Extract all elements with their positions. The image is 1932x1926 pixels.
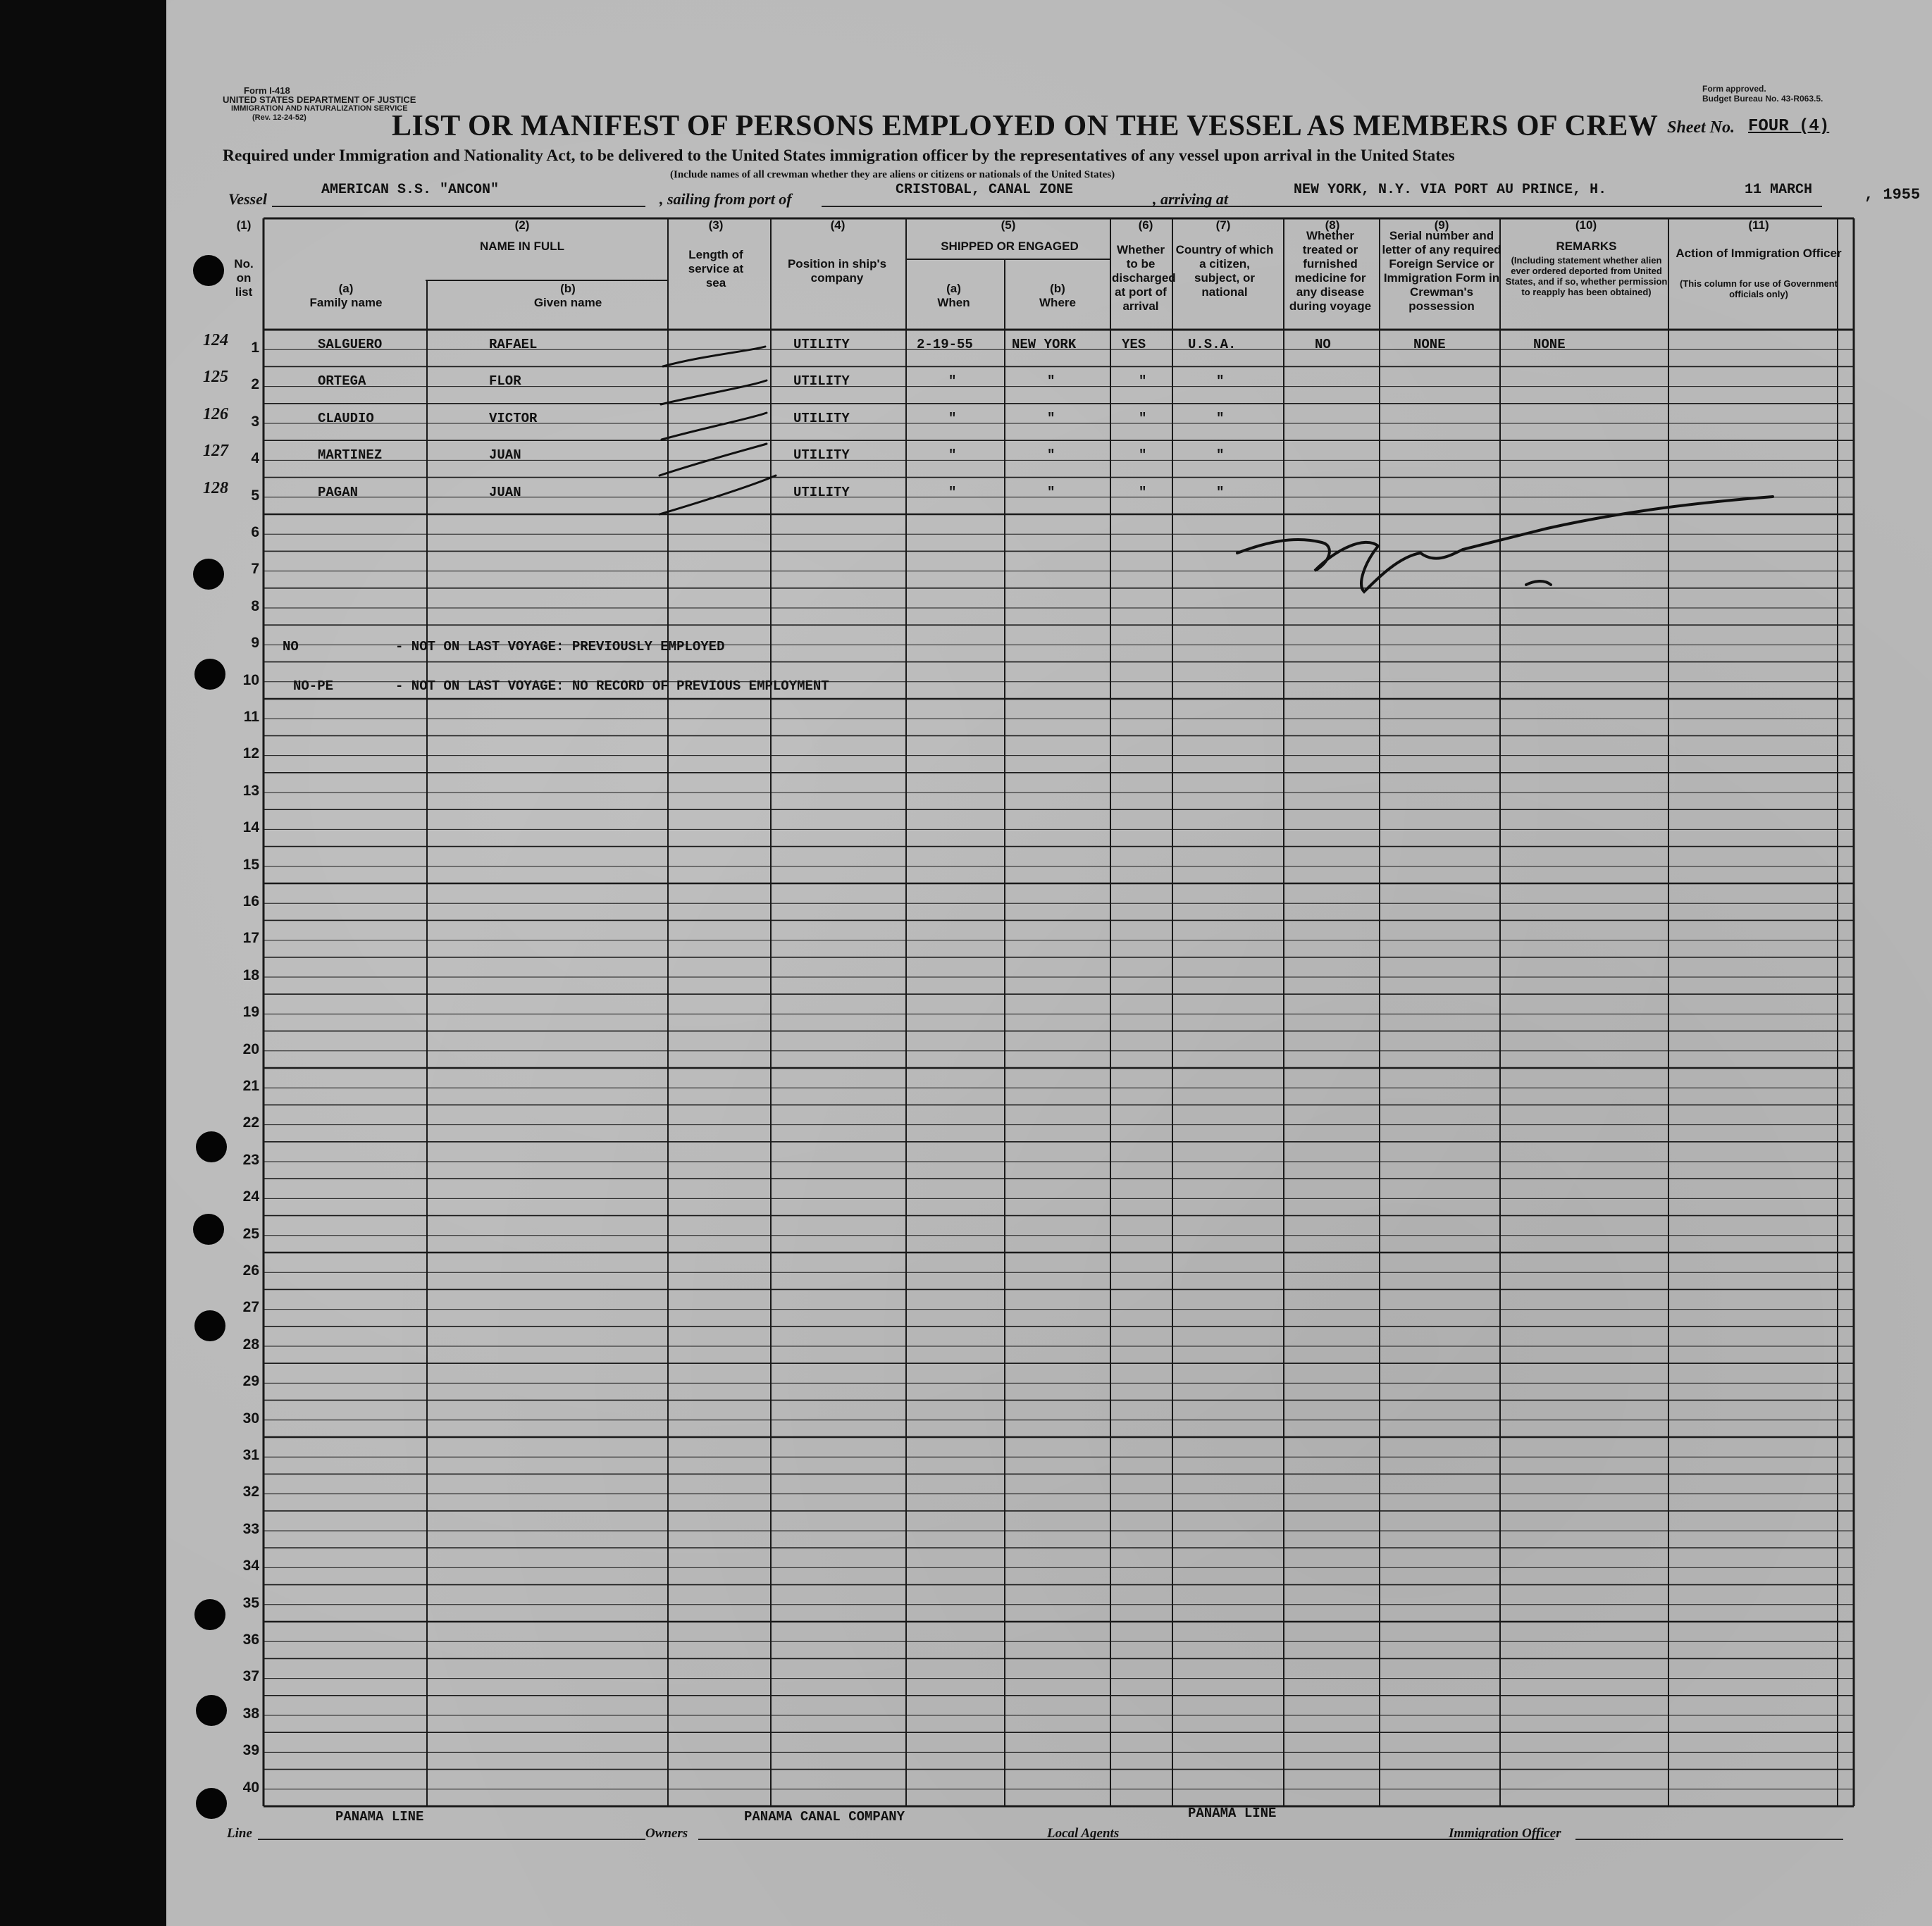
footer-owners-label: Owners bbox=[645, 1826, 688, 1841]
binder-hole bbox=[196, 1695, 227, 1726]
crew-shipped-port: " bbox=[1047, 373, 1055, 390]
crew-seq-number: 125 bbox=[203, 368, 228, 387]
sheet-label: Sheet No. bbox=[1667, 118, 1735, 137]
row-number: 34 bbox=[242, 1558, 259, 1574]
row-number: 40 bbox=[242, 1779, 259, 1796]
row-number: 30 bbox=[242, 1410, 259, 1427]
row-number: 31 bbox=[242, 1447, 259, 1463]
crew-serial: NONE bbox=[1413, 337, 1446, 352]
page-title: LIST OR MANIFEST OF PERSONS EMPLOYED ON THE VESSEL AS MEMBERS OF CREW bbox=[392, 110, 1659, 142]
row-number: 32 bbox=[242, 1484, 259, 1501]
row-number: 1 bbox=[251, 340, 259, 356]
col-10-header: REMARKS bbox=[1556, 240, 1617, 253]
crew-given-name: VICTOR bbox=[489, 410, 538, 426]
crew-shipped-date: " bbox=[948, 484, 957, 500]
col-5-header: SHIPPED OR ENGAGED bbox=[941, 240, 1079, 253]
crew-seq-number: 126 bbox=[203, 404, 228, 423]
col-11-number: (11) bbox=[1748, 218, 1769, 232]
row-number: 22 bbox=[242, 1114, 259, 1131]
service-mark-5 bbox=[660, 476, 776, 514]
arriving-label: , arriving at bbox=[1153, 190, 1228, 208]
crew-family-name: CLAUDIO bbox=[318, 410, 374, 426]
row-number: 23 bbox=[242, 1151, 259, 1168]
footer-officer-label: Immigration Officer bbox=[1449, 1826, 1561, 1841]
row-number: 11 bbox=[243, 709, 259, 725]
row-number: 5 bbox=[251, 487, 259, 504]
row-number: 3 bbox=[251, 413, 259, 430]
crew-discharged: " bbox=[1139, 447, 1147, 464]
row-number: 37 bbox=[242, 1668, 259, 1685]
col-11-subheader: (This column for use of Government officials only) bbox=[1680, 278, 1838, 299]
crew-shipped-port: " bbox=[1047, 410, 1055, 426]
binder-hole bbox=[196, 1131, 227, 1162]
row-number: 24 bbox=[242, 1188, 259, 1205]
row-number: 2 bbox=[251, 376, 259, 393]
crew-seq-number: 127 bbox=[203, 442, 228, 461]
footer-line-underline bbox=[258, 1839, 645, 1840]
crew-discharged: " bbox=[1139, 410, 1147, 426]
row-number: 13 bbox=[242, 782, 259, 799]
row-number: 35 bbox=[242, 1594, 259, 1611]
binder-hole bbox=[196, 1788, 227, 1819]
manifest-page bbox=[166, 0, 1932, 1926]
crew-seq-number: 128 bbox=[203, 478, 228, 497]
crew-position: UTILITY bbox=[793, 410, 850, 426]
col-6-header: Whether to be discharged at port of arrival bbox=[1112, 243, 1176, 313]
col-7-header: Country of which a citizen, subject, or national bbox=[1175, 243, 1274, 299]
crew-position: UTILITY bbox=[793, 373, 850, 390]
crew-seq-number: 124 bbox=[203, 331, 228, 349]
row-number: 27 bbox=[242, 1299, 259, 1316]
crew-treated: NO bbox=[1315, 337, 1331, 352]
row-number: 39 bbox=[242, 1742, 259, 1759]
crew-citizenship: U.S.A. bbox=[1188, 337, 1237, 352]
form-number: Form I-418 bbox=[244, 85, 290, 96]
col-5a-header: When bbox=[937, 296, 970, 309]
subtitle-note: (Include names of all crewman whether they are aliens or citizens or nationals of the United States) bbox=[670, 169, 1115, 180]
col-9-header: Serial number and letter of any required Foreign Service or Immigration Form in Crewman's possession bbox=[1382, 229, 1501, 313]
approval-line-1: Form approved. bbox=[1702, 84, 1766, 94]
row-number: 12 bbox=[242, 745, 259, 762]
col-3-number: (3) bbox=[708, 218, 724, 232]
footer-agents-label: Local Agents bbox=[1047, 1826, 1120, 1841]
sailing-port: CRISTOBAL, CANAL ZONE bbox=[896, 182, 1074, 198]
row-number: 15 bbox=[242, 856, 259, 873]
row-number: 26 bbox=[242, 1262, 259, 1279]
crew-shipped-date: " bbox=[948, 447, 957, 464]
row-number: 6 bbox=[251, 524, 259, 540]
col-5a-number: (a) bbox=[946, 282, 961, 295]
row-number: 20 bbox=[242, 1040, 259, 1057]
row-number: 18 bbox=[242, 967, 259, 983]
crew-shipped-date: " bbox=[948, 373, 957, 390]
binder-hole bbox=[194, 1310, 225, 1341]
row-number: 16 bbox=[242, 893, 259, 909]
col-5b-number: (b) bbox=[1050, 282, 1065, 295]
row-number: 36 bbox=[242, 1632, 259, 1648]
crew-family-name: PAGAN bbox=[318, 484, 359, 500]
arrival-date: 11 MARCH bbox=[1745, 182, 1813, 198]
crew-family-name: ORTEGA bbox=[318, 373, 366, 390]
footer-owners-value: PANAMA CANAL COMPANY bbox=[744, 1809, 905, 1825]
row-number: 8 bbox=[251, 597, 259, 614]
footer-line-value: PANAMA LINE bbox=[335, 1809, 424, 1825]
legend-code-no-pe: NO-PE bbox=[293, 678, 334, 694]
crew-given-name: JUAN bbox=[489, 447, 521, 464]
sailing-label: , sailing from port of bbox=[660, 190, 792, 208]
col-3-header: Length of service at sea bbox=[688, 248, 744, 290]
footer-line-label: Line bbox=[227, 1826, 252, 1841]
crew-shipped-date: 2-19-55 bbox=[917, 337, 973, 352]
crew-given-name: JUAN bbox=[489, 484, 521, 500]
form-revision: (Rev. 12-24-52) bbox=[252, 113, 306, 122]
col-2a-header: Family name bbox=[309, 296, 383, 309]
binder-hole bbox=[194, 659, 225, 690]
row-number: 14 bbox=[242, 819, 259, 836]
col-10-number: (10) bbox=[1575, 218, 1597, 232]
vessel-name: AMERICAN S.S. "ANCON" bbox=[321, 182, 500, 198]
col-2-number: (2) bbox=[514, 218, 530, 232]
row-number: 17 bbox=[242, 930, 259, 947]
row-number: 21 bbox=[242, 1078, 259, 1094]
col-11-header: Action of Immigration Officer bbox=[1676, 247, 1842, 260]
binder-hole bbox=[194, 1599, 225, 1630]
col-9-number: (9) bbox=[1434, 218, 1449, 232]
crew-given-name: RAFAEL bbox=[489, 337, 538, 352]
service-mark-2 bbox=[661, 380, 767, 404]
service-mark-4 bbox=[660, 444, 767, 476]
row-number: 25 bbox=[242, 1225, 259, 1242]
col-1-header: No. on list bbox=[234, 257, 254, 299]
arrival-year: , 1955 bbox=[1864, 186, 1921, 204]
sheet-number: FOUR (4) bbox=[1748, 117, 1830, 136]
legend-code-no: NO bbox=[283, 639, 299, 654]
binder-hole bbox=[193, 255, 224, 286]
service-mark-3 bbox=[662, 413, 767, 440]
row-number: 10 bbox=[242, 671, 259, 688]
crew-discharged: " bbox=[1139, 484, 1147, 500]
col-2b-number: (b) bbox=[560, 282, 576, 295]
legend-text-no: - NOT ON LAST VOYAGE: PREVIOUSLY EMPLOYED bbox=[395, 639, 725, 654]
col-7-number: (7) bbox=[1215, 218, 1231, 232]
col-10-subheader: (Including statement whether alien ever ordered deported from United States, and if so, whether permission to reapply has been obtained) bbox=[1505, 255, 1668, 297]
footer-owners-underline bbox=[698, 1839, 1213, 1840]
col-4-header: Position in ship's company bbox=[787, 257, 887, 285]
crew-citizenship: " bbox=[1216, 410, 1225, 426]
col-5-number: (5) bbox=[1001, 218, 1016, 232]
row-number: 7 bbox=[251, 561, 259, 578]
footer-officer-underline bbox=[1575, 1839, 1843, 1840]
arriving-port: NEW YORK, N.Y. VIA PORT AU PRINCE, H. bbox=[1294, 182, 1607, 198]
col-5b-header: Where bbox=[1039, 296, 1076, 309]
crew-remarks: NONE bbox=[1533, 337, 1566, 352]
row-number: 9 bbox=[251, 635, 259, 652]
department-name: UNITED STATES DEPARTMENT OF JUSTICE bbox=[223, 94, 416, 105]
crew-shipped-port: " bbox=[1047, 484, 1055, 500]
crew-position: UTILITY bbox=[793, 337, 850, 352]
crew-shipped-date: " bbox=[948, 410, 957, 426]
row-number: 29 bbox=[242, 1373, 259, 1390]
row-number: 28 bbox=[242, 1336, 259, 1353]
legend-text-no-pe: - NOT ON LAST VOYAGE: NO RECORD OF PREVIOUS EMPLOYMENT bbox=[395, 678, 829, 694]
crew-position: UTILITY bbox=[793, 484, 850, 500]
vessel-label: Vessel bbox=[228, 190, 267, 208]
subtitle: Required under Immigration and Nationality Act, to be delivered to the United States immigration officer by the representatives of any vessel upon arrival in the United States bbox=[223, 147, 1455, 165]
row-number: 4 bbox=[251, 450, 259, 467]
row-number: 33 bbox=[242, 1520, 259, 1537]
col-4-number: (4) bbox=[830, 218, 846, 232]
row-number: 38 bbox=[242, 1705, 259, 1722]
col-6-number: (6) bbox=[1138, 218, 1153, 232]
col-2b-header: Given name bbox=[533, 296, 602, 309]
crew-position: UTILITY bbox=[793, 447, 850, 464]
crew-given-name: FLOR bbox=[489, 373, 521, 390]
binder-hole bbox=[193, 1214, 224, 1245]
crew-shipped-port: " bbox=[1047, 447, 1055, 464]
officer-signature-mark bbox=[1237, 497, 1773, 592]
service-name: IMMIGRATION AND NATURALIZATION SERVICE bbox=[231, 104, 408, 113]
crew-citizenship: " bbox=[1216, 447, 1225, 464]
crew-shipped-port: NEW YORK bbox=[1012, 337, 1077, 352]
col-8-number: (8) bbox=[1325, 218, 1340, 232]
crew-citizenship: " bbox=[1216, 484, 1225, 500]
binder-hole bbox=[193, 559, 224, 590]
crew-discharged: " bbox=[1139, 373, 1147, 390]
crew-family-name: SALGUERO bbox=[318, 337, 383, 352]
col-1-number: (1) bbox=[236, 218, 252, 232]
approval-line-2: Budget Bureau No. 43-R063.5. bbox=[1702, 94, 1823, 104]
crew-citizenship: " bbox=[1216, 373, 1225, 390]
col-2a-number: (a) bbox=[338, 282, 354, 295]
row-number: 19 bbox=[242, 1004, 259, 1021]
footer-agents-value: PANAMA LINE bbox=[1188, 1806, 1277, 1821]
crew-discharged: YES bbox=[1122, 337, 1146, 352]
col-2-header: NAME IN FULL bbox=[480, 240, 564, 253]
col-8-header: Whether treated or furnished medicine for any disease during voyage bbox=[1289, 229, 1372, 313]
crew-family-name: MARTINEZ bbox=[318, 447, 383, 464]
